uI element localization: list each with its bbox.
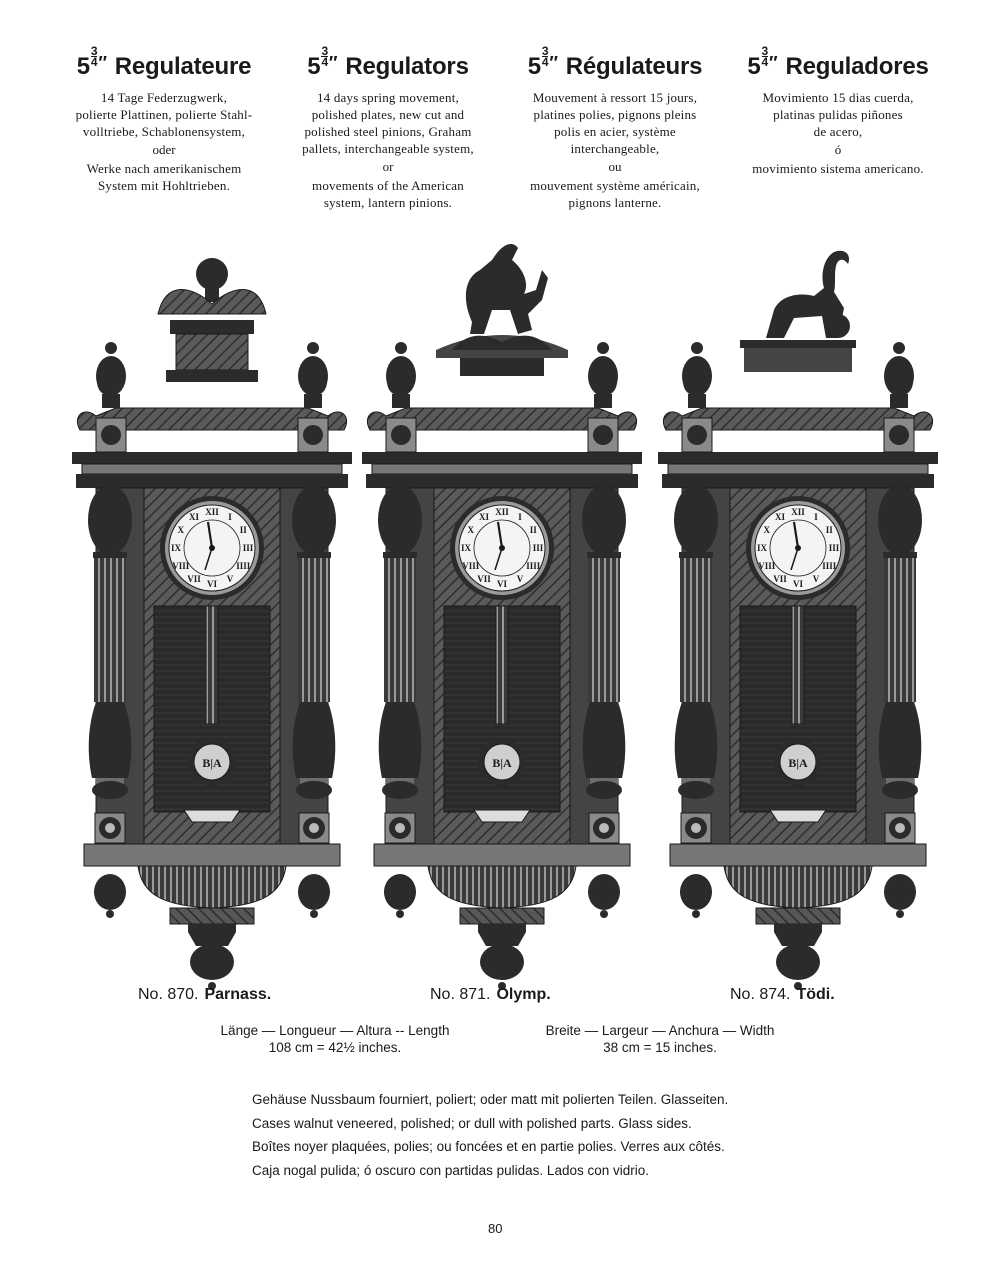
size-prefix: 5 — [307, 53, 321, 80]
clock-illustration-toedi — [648, 230, 948, 990]
svg-text:IX: IX — [756, 543, 768, 553]
length-dimension — [200, 1022, 470, 1056]
clock-drawing — [62, 230, 362, 990]
svg-text:B|A: B|A — [788, 756, 808, 770]
svg-text:II: II — [239, 525, 247, 535]
movement-description — [276, 89, 500, 157]
description-line: polis en acier, système — [554, 124, 676, 139]
column-title — [726, 46, 950, 81]
svg-text:VIII: VIII — [462, 561, 480, 571]
width-value: 38 cm = 15 inches. — [603, 1040, 717, 1055]
size-prefix: 5 — [747, 53, 761, 80]
svg-text:X: X — [467, 525, 475, 535]
width-dimension — [520, 1022, 800, 1056]
clock-illustration-olymp — [352, 230, 652, 990]
svg-text:V: V — [812, 574, 820, 585]
inch-mark: ″ — [549, 53, 558, 73]
fraction-denominator: 4 — [761, 55, 769, 69]
svg-text:XI: XI — [774, 511, 786, 522]
movement-description — [726, 89, 950, 140]
alternative-description — [726, 160, 950, 177]
description-line: Mouvement à ressort 15 jours, — [532, 90, 698, 105]
description-line: System mit Hohltrieben. — [97, 178, 231, 193]
model-name: Olymp. — [496, 986, 551, 1003]
column-title — [503, 46, 727, 81]
clock-caption — [430, 986, 551, 1004]
title-text: Regulateure — [114, 53, 252, 80]
clock-illustration-parnass — [62, 230, 362, 990]
svg-text:VIII: VIII — [758, 561, 776, 571]
length-value: 108 cm = 42½ inches. — [268, 1040, 402, 1055]
inch-mark: ″ — [98, 53, 107, 73]
description-line: pallets, interchangeable system, — [302, 141, 474, 156]
svg-text:III: III — [532, 543, 544, 553]
svg-text:X: X — [763, 525, 771, 535]
description-line: de acero, — [813, 124, 863, 139]
case-line-german: Gehäuse Nussbaum fourniert, poliert; oder matt mit polierten Teilen. Glasseiten. — [252, 1092, 729, 1107]
model-name: Parnass. — [204, 986, 272, 1003]
size-fraction — [321, 46, 327, 67]
conjunction: ou — [608, 159, 622, 174]
conjunction: ó — [834, 142, 842, 157]
size-fraction — [91, 46, 97, 67]
size-fraction — [762, 46, 768, 67]
description-line: system, lantern pinions. — [323, 195, 453, 210]
title-text: Regulators — [345, 53, 469, 80]
clock-drawing — [648, 230, 948, 990]
size-fraction — [542, 46, 548, 67]
fraction-denominator: 4 — [541, 55, 549, 69]
case-line-spanish: Caja nogal pulida; ó oscuro con partidas pulidas. Lados con vidrio. — [252, 1162, 649, 1178]
fraction-denominator: 4 — [90, 55, 98, 69]
description-line: platinas pulidas piñones — [773, 107, 903, 122]
fraction-numerator: 3 — [321, 44, 328, 58]
model-number: No. 870. — [138, 986, 199, 1003]
svg-text:IIII: IIII — [526, 561, 541, 571]
description-line: platines polies, pignons pleins — [533, 107, 697, 122]
column-title — [276, 46, 500, 81]
width-label: Breite — Largeur — Anchura — Width — [545, 1023, 775, 1038]
header-column-english — [276, 46, 500, 211]
clock-drawing — [352, 230, 652, 990]
description-line: polished steel pinions, Graham — [304, 124, 472, 139]
svg-text:VI: VI — [206, 579, 218, 589]
description-line: pignons lanterne. — [568, 195, 662, 210]
svg-text:XII: XII — [791, 507, 805, 517]
svg-text:I: I — [518, 511, 522, 522]
description-line: interchangeable, — [570, 141, 660, 156]
alternative-description — [503, 177, 727, 211]
svg-text:VII: VII — [187, 574, 201, 585]
svg-text:I: I — [814, 511, 818, 522]
title-text: Reguladores — [785, 53, 929, 80]
header-column-french — [503, 46, 727, 211]
inch-mark: ″ — [328, 53, 338, 73]
svg-text:III: III — [242, 543, 254, 553]
svg-text:II: II — [529, 525, 537, 535]
svg-text:VI: VI — [792, 579, 804, 589]
description-line: movements of the American — [312, 178, 464, 193]
svg-text:XII: XII — [495, 507, 509, 517]
clock-caption — [730, 986, 835, 1004]
svg-text:XI: XI — [188, 511, 200, 522]
svg-text:VIII: VIII — [172, 561, 190, 571]
svg-text:VII: VII — [477, 574, 491, 585]
svg-text:XI: XI — [478, 511, 490, 522]
description-line: Movimiento 15 dias cuerda, — [762, 90, 914, 105]
description-line: movimiento sistema americano. — [752, 161, 924, 176]
model-number: No. 874. — [730, 986, 791, 1003]
model-name: Tödi. — [796, 986, 835, 1003]
svg-text:B|A: B|A — [492, 756, 512, 770]
svg-text:VII: VII — [773, 574, 787, 585]
conjunction: or — [382, 159, 394, 174]
length-label: Länge — Longueur — Altura -- Length — [220, 1023, 450, 1038]
description-line: 14 Tage Federzugwerk, — [100, 90, 228, 105]
size-prefix: 5 — [527, 53, 541, 80]
case-description — [252, 1088, 728, 1182]
alternative-description — [52, 160, 276, 194]
svg-text:IIII: IIII — [822, 561, 837, 571]
svg-text:IX: IX — [170, 543, 182, 553]
svg-text:X: X — [177, 525, 185, 535]
header-column-german — [52, 46, 276, 194]
size-prefix: 5 — [76, 53, 90, 80]
fraction-numerator: 3 — [541, 44, 549, 58]
header-column-spanish — [726, 46, 950, 177]
svg-text:V: V — [516, 574, 524, 585]
movement-description — [503, 89, 727, 157]
fraction-numerator: 3 — [761, 44, 769, 58]
column-title — [52, 46, 276, 81]
inch-mark: ″ — [769, 53, 778, 73]
svg-text:I: I — [228, 511, 232, 522]
svg-text:III: III — [828, 543, 840, 553]
svg-text:V: V — [226, 574, 234, 585]
description-line: mouvement système américain, — [530, 178, 700, 193]
alternative-description — [276, 177, 500, 211]
description-line: polished plates, new cut and — [311, 107, 465, 122]
description-line: Werke nach amerikanischem — [86, 161, 242, 176]
svg-text:IX: IX — [460, 543, 472, 553]
fraction-numerator: 3 — [90, 44, 98, 58]
title-text: Régulateurs — [565, 53, 703, 80]
description-line: 14 days spring movement, — [316, 90, 459, 105]
svg-text:II: II — [825, 525, 833, 535]
movement-description — [52, 89, 276, 140]
svg-text:VI: VI — [496, 579, 508, 589]
conjunction: oder — [152, 142, 176, 157]
fraction-denominator: 4 — [321, 55, 328, 69]
model-number: No. 871. — [430, 986, 491, 1003]
clock-caption — [138, 986, 271, 1004]
description-line: polierte Plattinen, polierte Stahl- — [75, 107, 253, 122]
description-line: volltriebe, Schablonensystem, — [82, 124, 246, 139]
svg-text:IIII: IIII — [236, 561, 251, 571]
svg-text:XII: XII — [205, 507, 219, 517]
page-number: 80 — [488, 1221, 503, 1236]
case-line-english: Cases walnut veneered, polished; or dull with polished parts. Glass sides. — [252, 1115, 692, 1131]
case-line-french: Boîtes noyer plaquées, polies; ou foncées et en partie polies. Verres aux côtés. — [252, 1139, 725, 1154]
svg-text:B|A: B|A — [202, 756, 222, 770]
